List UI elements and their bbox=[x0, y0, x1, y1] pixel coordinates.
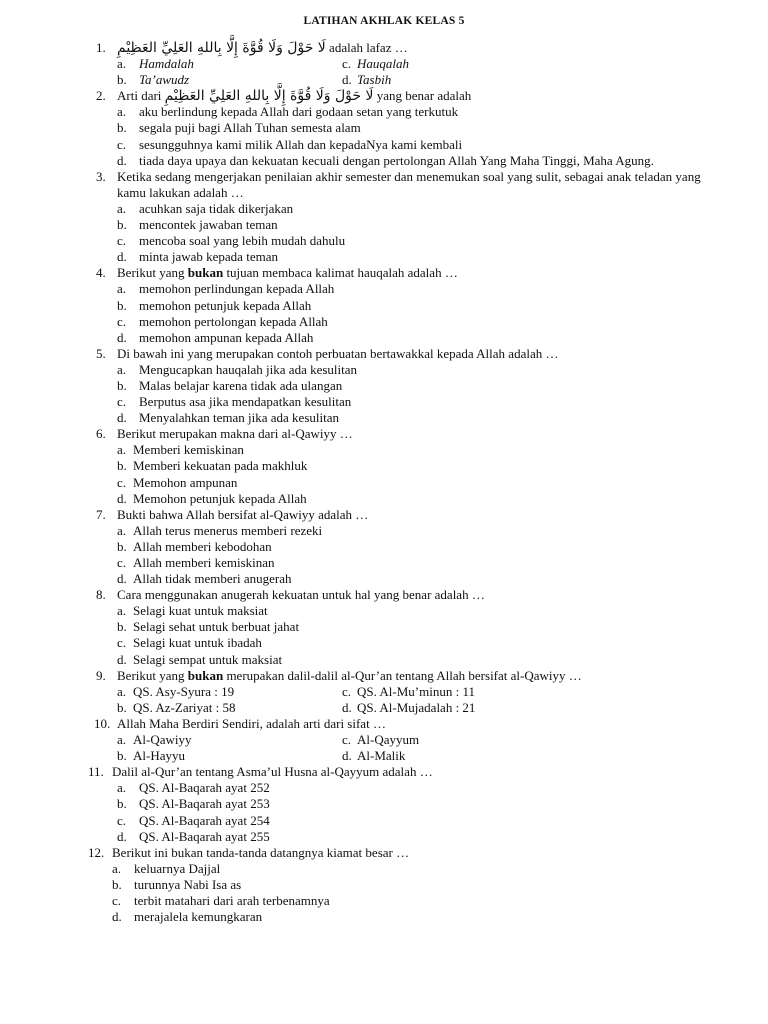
option-text: Tasbih bbox=[357, 72, 392, 88]
option-d bbox=[0, 652, 768, 668]
option-text: Allah terus menerus memberi rezeki bbox=[133, 522, 323, 538]
question-text bbox=[0, 845, 768, 861]
question-number: 9. bbox=[96, 667, 106, 683]
option-c bbox=[0, 233, 768, 249]
option-b bbox=[0, 539, 768, 555]
option-b bbox=[0, 120, 768, 136]
question-body: Allah Maha Berdiri Sendiri, adalah arti dari sifat … bbox=[117, 715, 386, 731]
question-body: Bukti bahwa Allah bersifat al-Qawiyy adalah … bbox=[117, 506, 369, 522]
option-text: Memberi kemiskinan bbox=[133, 442, 244, 458]
question-list bbox=[0, 40, 768, 925]
option-text: QS. Al-Baqarah ayat 255 bbox=[139, 828, 270, 844]
question-text bbox=[0, 265, 768, 281]
option-text: tiada daya upaya dan kekuatan kecuali dengan pertolongan Allah Yang Maha Tinggi, Maha Agung. bbox=[139, 152, 654, 168]
question-number: 11. bbox=[88, 764, 104, 780]
option-letter: b. bbox=[117, 619, 127, 635]
question-pre: Berikut yang bbox=[117, 265, 185, 281]
question-11 bbox=[0, 764, 768, 844]
option-letter: b. bbox=[117, 458, 127, 474]
option-b bbox=[0, 298, 768, 314]
question-text bbox=[0, 716, 768, 732]
option-b bbox=[0, 458, 768, 474]
option-text: memohon petunjuk kepada Allah bbox=[139, 297, 312, 313]
option-letter: c. bbox=[117, 136, 127, 152]
option-letter: c. bbox=[342, 683, 352, 699]
question-1 bbox=[0, 40, 768, 88]
option-b bbox=[0, 619, 768, 635]
option-a bbox=[0, 603, 768, 619]
option-row bbox=[0, 732, 768, 748]
option-a bbox=[0, 362, 768, 378]
question-number: 10. bbox=[94, 715, 111, 731]
question-text bbox=[0, 426, 768, 442]
option-c bbox=[0, 314, 768, 330]
option-letter: c. bbox=[117, 555, 127, 570]
option-d bbox=[0, 491, 768, 507]
option-letter: b. bbox=[117, 217, 127, 233]
option-text: acuhkan saja tidak dikerjakan bbox=[139, 200, 294, 216]
option-b bbox=[0, 378, 768, 394]
option-letter: b. bbox=[117, 538, 127, 554]
option-a bbox=[0, 861, 768, 877]
option-text: Selagi sehat untuk berbuat jahat bbox=[133, 619, 300, 635]
option-letter: b. bbox=[117, 796, 127, 812]
question-tail: adalah lafaz … bbox=[329, 40, 408, 55]
option-letter: c. bbox=[117, 635, 127, 651]
option-text: mencoba soal yang lebih mudah dahulu bbox=[139, 233, 346, 249]
question-body: Berikut merupakan makna dari al-Qawiyy … bbox=[117, 426, 353, 442]
option-text: keluarnya Dajjal bbox=[134, 860, 221, 876]
option-letter: c. bbox=[117, 233, 127, 249]
option-letter: c. bbox=[117, 394, 127, 410]
option-text: Menyalahkan teman jika ada kesulitan bbox=[139, 410, 339, 426]
option-letter: d. bbox=[117, 490, 127, 506]
question-number: 1. bbox=[96, 40, 106, 55]
option-text: Memohon petunjuk kepada Allah bbox=[133, 490, 307, 506]
option-letter: c. bbox=[342, 732, 352, 748]
option-text: Al-Hayyu bbox=[133, 748, 185, 764]
option-letter: a. bbox=[117, 522, 127, 538]
option-letter: d. bbox=[117, 828, 127, 844]
option-letter: b. bbox=[117, 72, 127, 88]
option-c bbox=[0, 475, 768, 491]
option-d bbox=[0, 330, 768, 346]
option-d bbox=[0, 909, 768, 925]
question-body: Ketika sedang mengerjakan penilaian akhir semester dan menemukan soal yang sulit, sebagai anak teladan yang kamu lakukan adalah … bbox=[117, 168, 701, 200]
question-number: 4. bbox=[96, 265, 106, 281]
option-letter: b. bbox=[117, 699, 127, 715]
option-text: mencontek jawaban teman bbox=[139, 217, 278, 233]
option-c bbox=[0, 394, 768, 410]
option-letter: c. bbox=[117, 812, 127, 828]
option-text: Memberi kekuatan pada makhluk bbox=[133, 458, 308, 474]
question-6 bbox=[0, 426, 768, 506]
option-d bbox=[0, 571, 768, 587]
option-letter: d. bbox=[342, 72, 352, 88]
option-letter: a. bbox=[117, 281, 127, 297]
option-letter: c. bbox=[117, 474, 127, 490]
option-c bbox=[0, 813, 768, 829]
question-12 bbox=[0, 845, 768, 925]
option-letter: d. bbox=[117, 410, 127, 426]
option-text: Al-Qayyum bbox=[357, 732, 420, 748]
option-text: segala puji bagi Allah Tuhan semesta alam bbox=[139, 120, 361, 136]
option-text: Ta’awudz bbox=[139, 72, 190, 88]
question-7 bbox=[0, 507, 768, 587]
option-letter: a. bbox=[117, 361, 127, 377]
question-text bbox=[0, 40, 768, 56]
option-letter: b. bbox=[117, 748, 127, 764]
option-a bbox=[0, 442, 768, 458]
option-text: Selagi kuat untuk maksiat bbox=[133, 603, 268, 619]
option-letter: a. bbox=[117, 780, 127, 796]
option-letter: d. bbox=[117, 329, 127, 345]
option-letter: a. bbox=[117, 732, 127, 748]
option-text: Allah memberi kebodohan bbox=[133, 538, 272, 554]
question-5 bbox=[0, 346, 768, 426]
option-letter: a. bbox=[117, 442, 127, 458]
option-text: aku berlindung kepada Allah dari godaan setan yang terkutuk bbox=[139, 104, 459, 120]
option-row bbox=[0, 700, 768, 716]
option-letter: a. bbox=[117, 104, 127, 120]
option-text: Malas belajar karena tidak ada ulangan bbox=[139, 377, 343, 393]
question-text bbox=[0, 346, 768, 362]
question-text bbox=[0, 764, 768, 780]
question-8 bbox=[0, 587, 768, 667]
option-b bbox=[0, 217, 768, 233]
question-body: Dalil al-Qur’an tentang Asma’ul Husna al-Qayyum adalah … bbox=[112, 764, 433, 780]
option-text: QS. Al-Baqarah ayat 254 bbox=[139, 812, 270, 828]
question-number: 12. bbox=[88, 844, 105, 860]
question-head: Arti dari bbox=[117, 88, 162, 104]
question-number: 3. bbox=[96, 168, 106, 184]
page-title: LATIHAN AKHLAK KELAS 5 bbox=[303, 15, 465, 27]
option-text: QS. Al-Mujadalah : 21 bbox=[357, 699, 476, 715]
option-text: turunnya Nabi Isa as bbox=[134, 876, 242, 892]
option-letter: b. bbox=[117, 297, 127, 313]
option-text: sesungguhnya kami milik Allah dan kepadaNya kami kembali bbox=[139, 136, 463, 152]
option-letter: b. bbox=[117, 120, 127, 136]
option-letter: a. bbox=[117, 683, 127, 699]
option-text: Selagi kuat untuk ibadah bbox=[133, 635, 262, 651]
question-number: 6. bbox=[96, 426, 106, 442]
option-letter: d. bbox=[117, 152, 127, 168]
option-text: Allah memberi kemiskinan bbox=[133, 555, 275, 570]
option-b bbox=[0, 877, 768, 893]
option-letter: b. bbox=[117, 377, 127, 393]
option-row bbox=[0, 684, 768, 700]
option-c bbox=[0, 555, 768, 571]
option-text: QS. Az-Zariyat : 58 bbox=[133, 699, 236, 715]
question-emphasis: bukan bbox=[187, 265, 224, 281]
question-text bbox=[0, 507, 768, 523]
option-text: memohon ampunan kepada Allah bbox=[139, 329, 314, 345]
option-letter: a. bbox=[117, 56, 127, 72]
option-letter: c. bbox=[342, 56, 352, 72]
option-text: QS. Al-Baqarah ayat 252 bbox=[139, 780, 270, 796]
option-letter: d. bbox=[117, 571, 127, 587]
option-letter: d. bbox=[112, 909, 122, 925]
option-text: Hauqalah bbox=[357, 56, 409, 72]
question-emphasis: bukan bbox=[187, 667, 224, 683]
question-body: Cara menggunakan anugerah kekuatan untuk hal yang benar adalah … bbox=[117, 587, 485, 603]
option-c bbox=[0, 137, 768, 153]
question-tail: yang benar adalah bbox=[376, 88, 472, 104]
option-text: memohon pertolongan kepada Allah bbox=[139, 313, 328, 329]
option-text: terbit matahari dari arah terbenamnya bbox=[134, 892, 330, 908]
option-letter: a. bbox=[117, 200, 127, 216]
option-text: Hamdalah bbox=[139, 56, 194, 72]
question-number: 8. bbox=[96, 587, 106, 603]
question-post: tujuan membaca kalimat hauqalah adalah … bbox=[226, 265, 458, 281]
option-text: Al-Malik bbox=[357, 748, 406, 764]
option-letter: d. bbox=[117, 249, 127, 265]
option-text: merajalela kemungkaran bbox=[134, 909, 263, 925]
question-10 bbox=[0, 716, 768, 764]
option-a bbox=[0, 281, 768, 297]
question-text bbox=[0, 587, 768, 603]
option-a bbox=[0, 104, 768, 120]
option-d bbox=[0, 410, 768, 426]
arabic-phrase: لَا حَوْلَ وَلَا قُوَّةَ إِلَّا بِاللهِ العَلِيِّ العَظِيْمِ bbox=[164, 88, 374, 105]
option-text: Mengucapkan hauqalah jika ada kesulitan bbox=[139, 361, 358, 377]
option-text: QS. Asy-Syura : 19 bbox=[133, 683, 235, 699]
option-letter: b. bbox=[112, 876, 122, 892]
option-text: Selagi sempat untuk maksiat bbox=[133, 651, 283, 667]
option-letter: d. bbox=[342, 699, 352, 715]
option-text: QS. Al-Mu’minun : 11 bbox=[357, 683, 475, 699]
question-text bbox=[0, 88, 768, 104]
option-row bbox=[0, 72, 768, 88]
question-number: 7. bbox=[96, 506, 106, 522]
question-body: Di bawah ini yang merupakan contoh perbuatan bertawakkal kepada Allah adalah … bbox=[117, 345, 559, 361]
question-text bbox=[0, 169, 768, 201]
question-post: merupakan dalil-dalil al-Qur’an tentang Allah bersifat al-Qawiyy … bbox=[226, 667, 582, 683]
option-d bbox=[0, 249, 768, 265]
option-text: Berputus asa jika mendapatkan kesulitan bbox=[139, 394, 352, 410]
option-letter: a. bbox=[117, 603, 127, 619]
option-a bbox=[0, 523, 768, 539]
option-d bbox=[0, 153, 768, 169]
option-b bbox=[0, 796, 768, 812]
option-text: QS. Al-Baqarah ayat 253 bbox=[139, 796, 270, 812]
option-row bbox=[0, 748, 768, 764]
question-3 bbox=[0, 169, 768, 266]
question-4 bbox=[0, 265, 768, 345]
option-letter: d. bbox=[342, 748, 352, 764]
option-text: minta jawab kepada teman bbox=[139, 249, 278, 265]
question-text bbox=[0, 668, 768, 684]
option-text: Allah tidak memberi anugerah bbox=[133, 571, 292, 587]
question-2 bbox=[0, 88, 768, 168]
question-pre: Berikut yang bbox=[117, 667, 185, 683]
option-text: Al-Qawiyy bbox=[133, 732, 192, 748]
question-9 bbox=[0, 668, 768, 716]
option-c bbox=[0, 893, 768, 909]
option-a bbox=[0, 201, 768, 217]
option-letter: d. bbox=[117, 651, 127, 667]
question-body: Berikut ini bukan tanda-tanda datangnya kiamat besar … bbox=[112, 844, 410, 860]
option-c bbox=[0, 635, 768, 651]
option-letter: c. bbox=[112, 892, 122, 908]
option-d bbox=[0, 829, 768, 845]
option-letter: c. bbox=[117, 313, 127, 329]
arabic-phrase: لَا حَوْلَ وَلَا قُوَّةَ إِلَّا بِاللهِ العَلِيِّ العَظِيْمِ bbox=[117, 40, 326, 56]
option-a bbox=[0, 780, 768, 796]
option-letter: a. bbox=[112, 860, 122, 876]
option-text: memohon perlindungan kepada Allah bbox=[139, 281, 335, 297]
question-number: 5. bbox=[96, 345, 106, 361]
option-row bbox=[0, 56, 768, 72]
question-number: 2. bbox=[96, 88, 106, 104]
option-text: Memohon ampunan bbox=[133, 474, 238, 490]
